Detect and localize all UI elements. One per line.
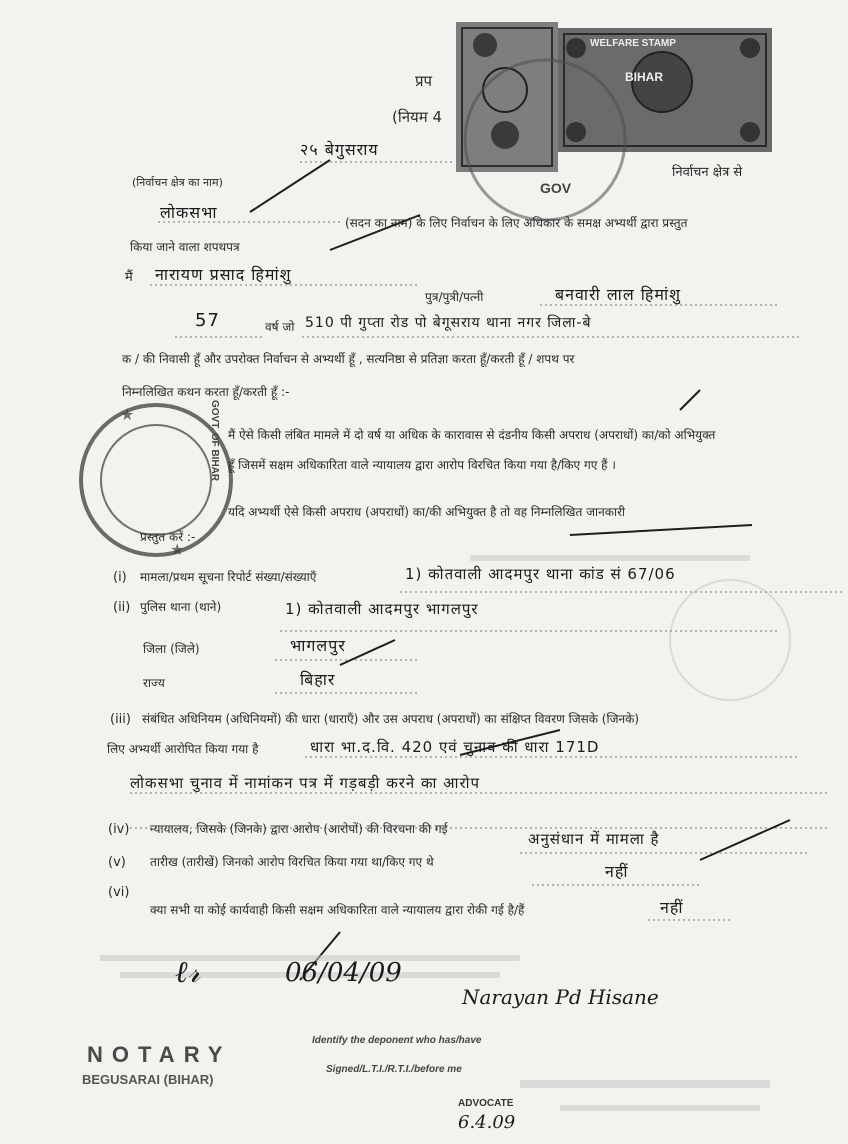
item-iii-line1: संबंधित अधिनियम (अधिनियमों) की धारा (धाराएँ) और उस अपराध (अपराधों) का संक्षिप्त विवरण जिसके (जिनके) — [142, 712, 640, 726]
notary-title: NOTARY — [87, 1042, 232, 1067]
identify-line2: Signed/L.T.I./R.T.I./before me — [326, 1064, 462, 1075]
constituency-right-label: निर्वाचन क्षेत्र से — [672, 165, 743, 180]
item-iv-value: अनुसंधान में मामला है — [528, 830, 660, 848]
welfare-stamp-label: WELFARE STAMP — [590, 38, 676, 49]
round-seal-label: GOVT. OF BIHAR — [209, 400, 220, 482]
svg-text:★: ★ — [170, 540, 185, 559]
father-name: बनवारी लाल हिमांशु — [555, 285, 681, 304]
statement-text: निम्नलिखित कथन करता हूँ/करती हूँ :- — [122, 385, 290, 399]
form-title: प्रप — [415, 72, 433, 90]
relation-label: पुत्र/पुत्री/पत्नी — [425, 290, 484, 304]
item-v-label: तारीख (तारीखें) जिनको आरोप विरचित किया गया था/किए गए थे — [150, 855, 434, 869]
deponent-address: 510 पी गुप्ता रोड पो बेगूसराय थाना नगर जिला-बे — [305, 315, 592, 331]
item-v-value: नहीं — [605, 862, 629, 881]
state-label: राज्य — [143, 676, 165, 690]
deponent-name: नारायण प्रसाद हिमांशु — [155, 265, 292, 284]
gov-seal-label: GOV — [540, 180, 572, 196]
item-iii-line2: लिए अभ्यर्थी आरोपित किया गया है — [107, 742, 259, 756]
constituency-handwritten-top: २५ बेगुसराय — [300, 140, 379, 159]
district-value: भागलपुर — [290, 636, 346, 655]
advocate-date: 6.4.09 — [458, 1112, 516, 1133]
constituency-label: (निर्वाचन क्षेत्र का नाम) — [132, 176, 223, 189]
item-iii-hw1: धारा भा.द.वि. 420 एवं चुनाव की धारा 171D — [310, 738, 600, 756]
item-iv-num: (iv) — [108, 822, 130, 837]
house-handwritten: लोकसभा — [160, 203, 218, 222]
clause1-line2: हूँ जिसमें सक्षम अधिकारिता वाले न्यायालय द्वारा आरोप विरचित किया गया है/किए गए हैं । — [228, 458, 616, 472]
item-i-num: (i) — [113, 570, 127, 585]
item-iii-num: (iii) — [110, 712, 131, 727]
bihar-stamp-label: BIHAR — [625, 70, 663, 84]
state-value: बिहार — [300, 670, 336, 689]
item-iv-label: न्यायालय, जिसके (जिनके) द्वारा आरोप (आरोपों) की विरचना की गई — [150, 822, 448, 836]
clause1-line4: प्रस्तुत करें :- — [140, 530, 196, 544]
item-ii-label: पुलिस थाना (थाने) — [140, 600, 222, 614]
svg-text:★: ★ — [120, 405, 135, 424]
item-vi-value: नहीं — [660, 898, 684, 917]
court-fee-stamp — [456, 22, 558, 172]
affidavit-line: किया जाने वाला शपथपत्र — [130, 240, 240, 254]
notary-signature: ℓ𝓇 — [175, 955, 201, 990]
residence-text: क / की निवासी हूँ और उपरोक्त निर्वाचन से अभ्यर्थी हूँ , सत्यनिष्ठा से प्रतिज्ञा करता हूँ/करती हूँ / शपथ पर — [122, 352, 575, 366]
item-ii-value: 1) कोतवाली आदमपुर भागलपुर — [285, 600, 479, 618]
age-suffix: वर्ष जो — [265, 320, 295, 334]
item-i-label: मामला/प्रथम सूचना रिपोर्ट संख्या/संख्याएँ — [140, 570, 317, 584]
deponent-signature: Narayan Pd Hisane — [462, 985, 659, 1009]
identify-line1: Identify the deponent who has/have — [312, 1035, 482, 1046]
item-i-value: 1) कोतवाली आदमपुर थाना कांड सं 67/06 — [405, 565, 676, 583]
rule-reference: (नियम 4 — [392, 108, 443, 126]
deponent-age: 57 — [195, 310, 220, 331]
notary-signature-date: 06/04/09 — [285, 958, 402, 988]
district-label: जिला (जिले) — [143, 642, 200, 656]
advocate-label: ADVOCATE — [458, 1098, 514, 1109]
house-text: (सदन का नाम) के लिए निर्वाचन के लिए अधिकार के समक्ष अभ्यर्थी द्वारा प्रस्तुत — [345, 216, 688, 230]
item-vi-label: क्या सभी या कोई कार्यवाही किसी सक्षम अधिकारिता वाले न्यायालय द्वारा रोकी गई है/हैं — [150, 903, 525, 917]
clause1-line3: यदि अभ्यर्थी ऐसे किसी अपराध (अपराधों) का/की अभियुक्त है तो वह निम्नलिखित जानकारी — [228, 505, 626, 519]
item-vi-num: (vi) — [108, 885, 130, 900]
item-ii-num: (ii) — [113, 600, 131, 615]
deponent-prefix: मैं — [125, 270, 133, 285]
item-iii-hw2: लोकसभा चुनाव में नामांकन पत्र में गड़बड़ी करने का आरोप — [130, 774, 480, 792]
notary-place: BEGUSARAI (BIHAR) — [82, 1072, 214, 1087]
clause1-line1: मैं ऐसे किसी लंबित मामले में दो वर्ष या अधिक के कारावास से दंडनीय किसी अपराध (अपराधों) का/को अभियुक्त — [228, 428, 716, 442]
item-v-num: (v) — [108, 855, 126, 870]
